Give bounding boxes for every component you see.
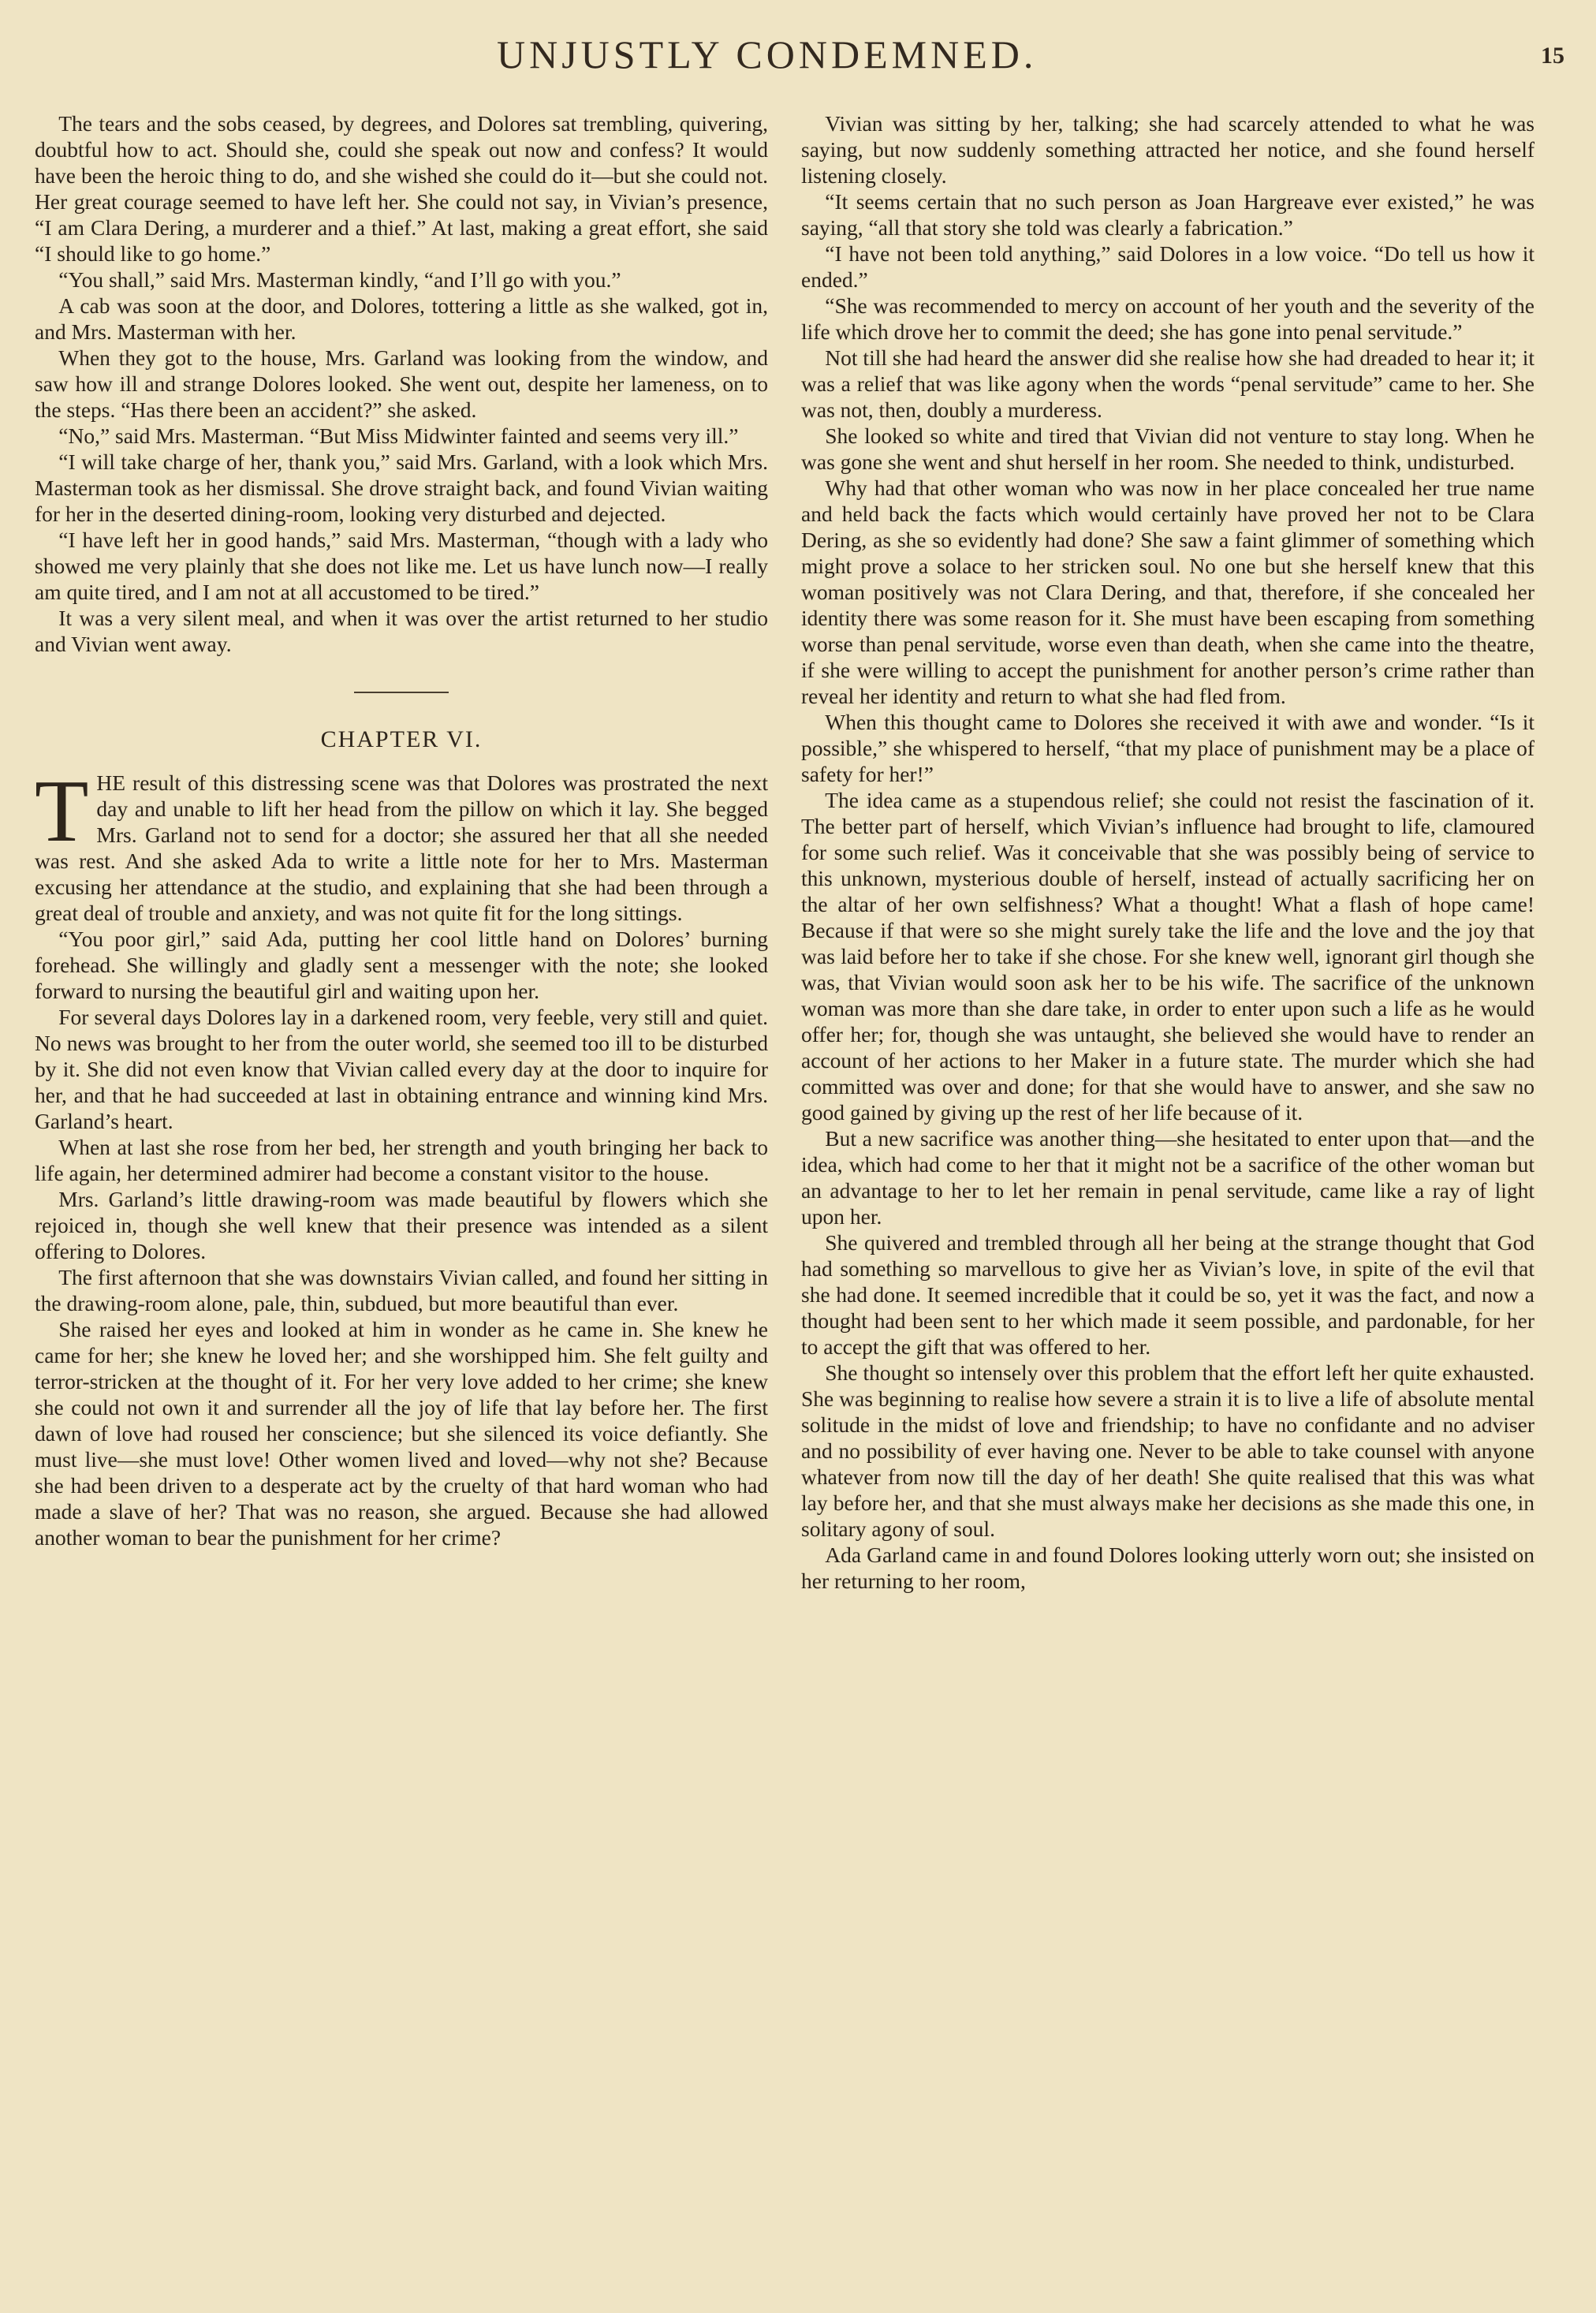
left-column: [35, 110, 768, 1550]
paragraph: The idea came as a stupendous relief; she could not resist the fascination of it. The better part of herself, which Vivian’s influence had brought to life, clamoured for some such relief. Was it conceivable that she was possibly being of service to this unknown, mysterious double of herself, instead of actually sacrificing her on the altar of her own selfishness? What a thought! What a flash of hope came! Because if that were so she might surely take the life and the love and the joy that was laid before her to take if she chose. For she knew well, ignorant girl though she was, that Vivian would soon ask her to be his wife. The sacrifice of the unknown woman was more than she dare take, in order to enter upon such a life as he would offer her; for, though she was untaught, she believed she would have to render an account of her actions to her Maker in a future state. The murder which she had committed was over and done; for that she would have to answer, and she saw no good gained by giving up the rest of her life because of it.: [801, 788, 1534, 1125]
paragraph: The first afternoon that she was downstairs Vivian called, and found her sitting in the drawing-room alone, pale, thin, subdued, but more beautiful than ever.: [35, 1265, 768, 1315]
paragraph: “No,” said Mrs. Masterman. “But Miss Midwinter fainted and seems very ill.”: [58, 423, 739, 448]
opening-paragraph-text: HE result of this distressing scene was that Dolores was prostrated the next day and unable to lift her head from the pillow on which it lay. She begged Mrs. Garland not to send for a doctor; she assured her that all she needed was rest. And she asked Ada to write a little note for her to Mrs. Masterman excusing her attendance at the studio, and explaining that she had been through a great deal of trouble and anxiety, and was not quite fit for the long sittings.: [35, 770, 768, 925]
paragraph: “I will take charge of her, thank you,” said Mrs. Garland, with a look which Mrs. Masterman took as her dismissal. She drove straight back, and found Vivian waiting for her in the deserted dining-room, looking very disturbed and dejected.: [35, 450, 768, 526]
drop-cap: T: [35, 763, 89, 860]
paragraph: The tears and the sobs ceased, by degrees, and Dolores sat trembling, quivering, doubtful how to act. Should she, could she speak out now and confess? It would have been the heroic thing to do, and she wished she could do it—but she could not. Her great courage seemed to have left her. She could not say, in Vivian’s presence, “I am Clara Dering, a murderer and a thief.” At last, making a great effort, she said “I should like to go home.”: [35, 111, 768, 266]
right-paragraphs: [801, 110, 1534, 1594]
paragraph: Mrs. Garland’s little drawing-room was made beautiful by flowers which she rejoiced in, though she well knew that their presence was intended as a silent offering to Dolores.: [35, 1187, 768, 1263]
paragraph: When this thought came to Dolores she received it with awe and wonder. “Is it possible,” she whispered to herself, “that my place of punishment may be a place of safety for her!”: [801, 710, 1534, 786]
section-divider: [354, 692, 449, 693]
paragraph: She raised her eyes and looked at him in wonder as he came in. She knew he came for her; she knew he loved her; and she worshipped him. She felt guilty and terror-stricken at the thought of it. For her very love added to her crime; she knew she could not own it and surrender all the joy of life that lay before her. The first dawn of love had roused her conscience; but she silenced its voice defiantly. She must live—she must love! Other women lived and loved—why not she? Because she had been driven to a desperate act by the cruelty of that hard woman who had made a slave of her? That was no reason, she argued. Because she had allowed another woman to bear the punishment for her crime?: [35, 1317, 768, 1550]
paragraph: Vivian was sitting by her, talking; she had scarcely attended to what he was saying, but now suddenly something attracted her notice, and she found herself listening closely.: [801, 111, 1534, 188]
left-paragraphs-before: [35, 110, 768, 657]
paragraph: When they got to the house, Mrs. Garland was looking from the window, and saw how ill and strange Dolores looked. She went out, despite her lameness, on to the steps. “Has there been an accident?” she asked.: [35, 345, 768, 422]
page-number: 15: [1541, 43, 1564, 69]
paragraph: But a new sacrifice was another thing—she hesitated to enter upon that—and the idea, which had come to her that it might not be a sacrifice of the other woman but an advantage to her to let her remain in penal servitude, came like a ray of light upon her.: [801, 1126, 1534, 1229]
paragraph: “She was recommended to mercy on account of her youth and the severity of the life which drove her to commit the deed; she has gone into penal servitude.”: [801, 293, 1534, 344]
paragraph: Not till she had heard the answer did she realise how she had dreaded to hear it; it was a relief that was like agony when the words “penal servitude” came to her. She was not, then, doubly a murderess.: [801, 345, 1534, 422]
paragraph: Ada Garland came in and found Dolores looking utterly worn out; she insisted on her returning to her room,: [801, 1543, 1534, 1593]
paragraph: She thought so intensely over this problem that the effort left her quite exhausted. She was beginning to realise how severe a strain it is to live a life of absolute mental solitude in the midst of love and friendship; to have no confidante and no adviser and no possibility of ever having one. Never to be able to take counsel with anyone whatever from now till the day of her death! She quite realised that this was what lay before her, and that she must always make her decisions as she made this one, in solitary agony of soul.: [801, 1360, 1534, 1541]
paragraph: “You poor girl,” said Ada, putting her cool little hand on Dolores’ burning forehead. She willingly and gladly sent a messenger with the note; she looked forward to nursing the beautiful girl and waiting upon her.: [35, 927, 768, 1003]
page-header: [0, 32, 1596, 87]
opening-paragraph: [35, 763, 768, 926]
paragraph: Why had that other woman who was now in her place concealed her true name and held back the facts which would certainly have proved her not to be Clara Dering, as she so evidently had done? She saw a faint glimmer of something which might prove a solace to her stricken soul. No one but she herself knew that this woman positively was not Clara Dering, and that, therefore, if she concealed her identity there was some reason for it. She must have been escaping from something worse than penal servitude, worse even than death, when she came into the theatre, if she were willing to accept the punishment for another person’s crime rather than reveal her identity and return to what she had fled from.: [801, 476, 1534, 708]
paragraph: For several days Dolores lay in a darkened room, very feeble, very still and quiet. No news was brought to her from the outer world, she seemed too ill to be disturbed by it. She did not even know that Vivian called every day at the door to inquire for her, and that he had succeeded at last in obtaining entrance and winning kind Mrs. Garland’s heart.: [35, 1005, 768, 1133]
paragraph: “I have left her in good hands,” said Mrs. Masterman, “though with a lady who showed me very plainly that she does not like me. Let us have lunch now—I really am quite tired, and I am not at all accustomed to be tired.”: [35, 528, 768, 604]
paragraph: “I have not been told anything,” said Dolores in a low voice. “Do tell us how it ended.”: [801, 241, 1534, 292]
paragraph: It was a very silent meal, and when it was over the artist returned to her studio and Vivian went away.: [35, 606, 768, 656]
right-column: [801, 110, 1534, 1594]
paragraph: When at last she rose from her bed, her strength and youth bringing her back to life again, her determined admirer had become a constant visitor to the house.: [35, 1135, 768, 1185]
chapter-heading: CHAPTER VI.: [320, 726, 483, 752]
paragraph: “You shall,” said Mrs. Masterman kindly, “and I’ll go with you.”: [58, 267, 621, 292]
left-paragraphs-after: [35, 926, 768, 1550]
running-title: UNJUSTLY CONDEMNED.: [497, 32, 1038, 76]
paragraph: She quivered and trembled through all her being at the strange thought that God had something so marvellous to give her as Vivian’s love, in spite of the evil that she had done. It seemed incredible that it could be so, yet it was the fact, and now a thought had been sent to her which made it seem possible, and pardonable, for her to accept the gift that was offered to her.: [801, 1230, 1534, 1359]
paragraph: “It seems certain that no such person as Joan Hargreave ever existed,” he was saying, “all that story she told was clearly a fabrication.”: [801, 189, 1534, 240]
paragraph: A cab was soon at the door, and Dolores, tottering a little as she walked, got in, and Mrs. Masterman with her.: [35, 293, 768, 344]
paragraph: She looked so white and tired that Vivian did not venture to stay long. When he was gone she went and shut herself in her room. She needed to think, undisturbed.: [801, 423, 1534, 474]
